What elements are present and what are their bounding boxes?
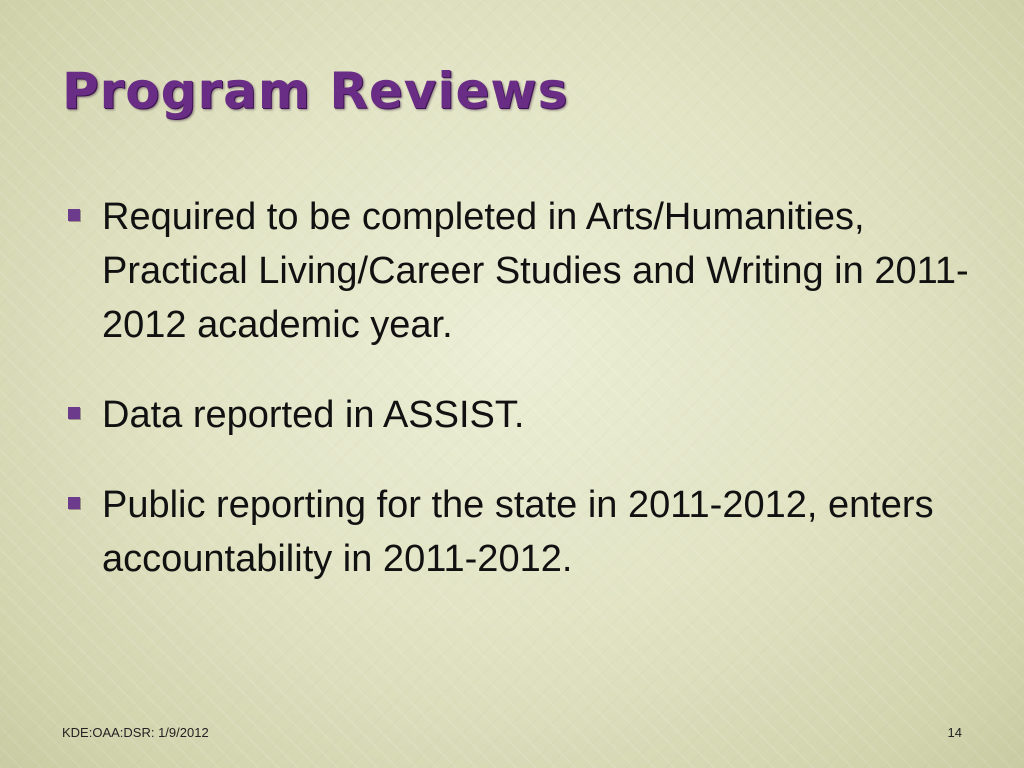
page-number: 14 [947, 725, 962, 740]
square-bullet-icon [68, 497, 80, 509]
square-bullet-icon [68, 407, 80, 419]
square-bullet-icon [68, 209, 80, 221]
bullet-item [60, 478, 990, 586]
bullet-item [60, 388, 990, 442]
bullet-item [60, 190, 990, 352]
bullet-text: Data reported in ASSIST. [102, 394, 525, 436]
slide-title: Program Reviews [62, 62, 569, 120]
footer-text: KDE:OAA:DSR: 1/9/2012 [62, 725, 209, 740]
bullet-text: Public reporting for the state in 2011-2012, enters accountability in 2011-2012. [102, 484, 934, 580]
bullet-text: Required to be completed in Arts/Humanities, Practical Living/Career Studies and Writing in 2011-2012 academic year. [102, 196, 969, 346]
bullet-list [60, 190, 990, 586]
